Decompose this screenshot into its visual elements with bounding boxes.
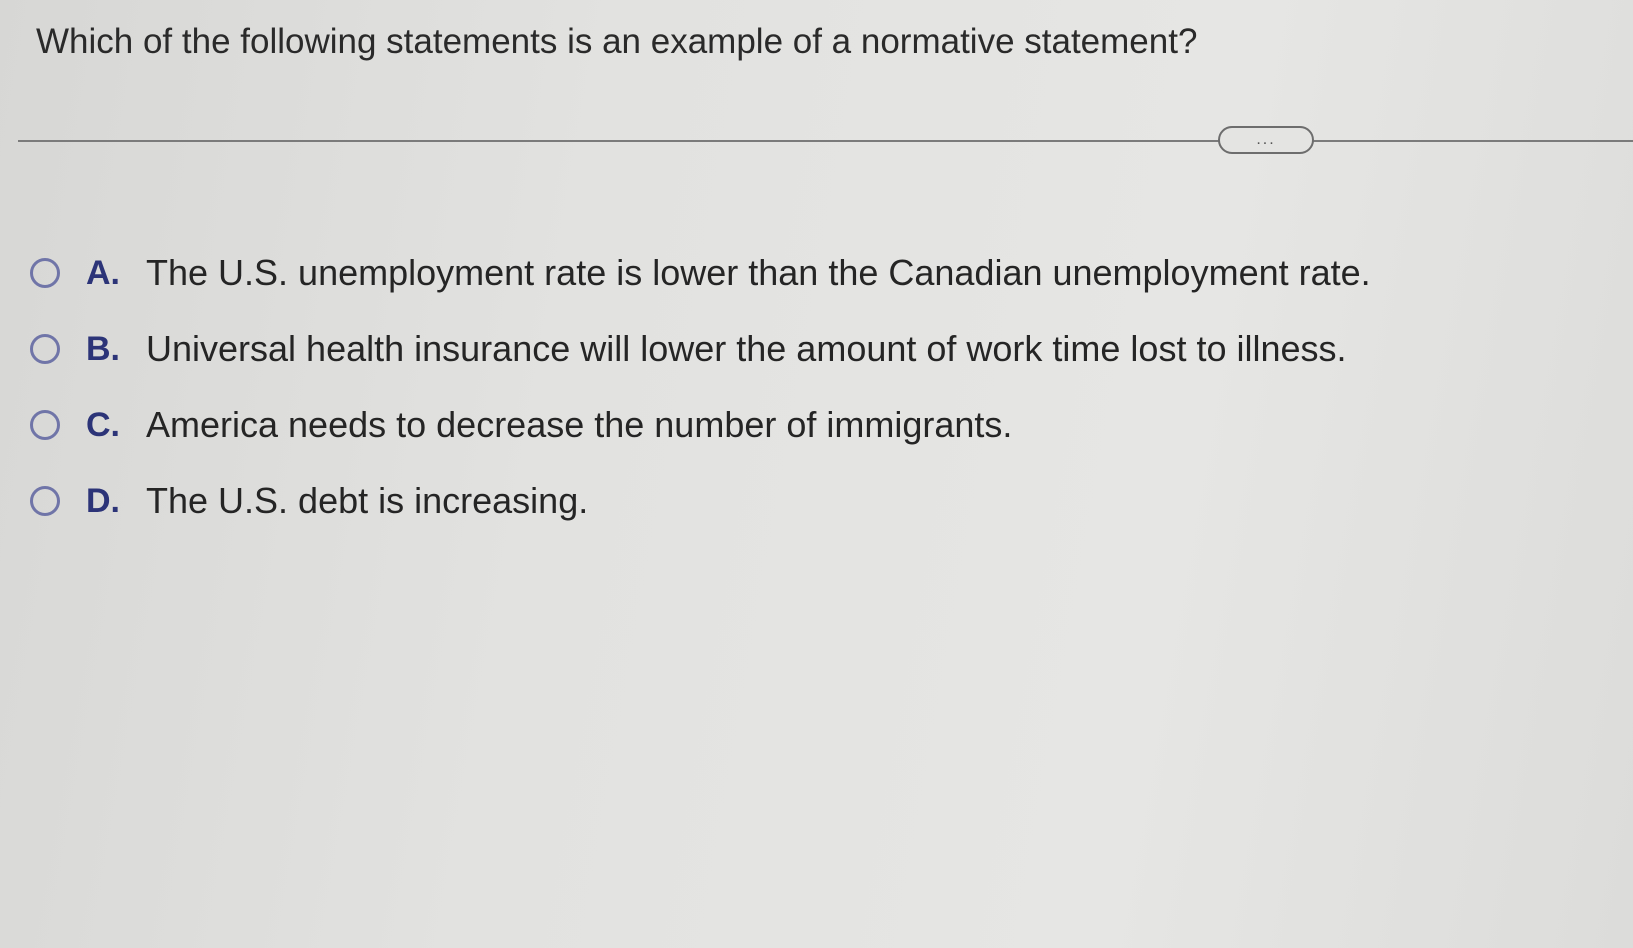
option-a[interactable] (30, 254, 1590, 292)
option-text-a: The U.S. unemployment rate is lower than the Canadian unemployment rate. (146, 252, 1371, 293)
option-text-d: The U.S. debt is increasing. (146, 480, 589, 521)
option-d[interactable] (30, 482, 1590, 520)
option-letter-b: B. (86, 329, 120, 368)
radio-button-c[interactable] (30, 410, 60, 440)
answer-options (30, 254, 1590, 558)
option-letter-d: D. (86, 481, 120, 520)
radio-button-a[interactable] (30, 258, 60, 288)
option-letter-c: C. (86, 405, 120, 444)
radio-button-b[interactable] (30, 334, 60, 364)
option-text-c: America needs to decrease the number of immigrants. (146, 404, 1013, 445)
option-letter-a: A. (86, 253, 120, 292)
option-b[interactable] (30, 330, 1590, 368)
divider-line (18, 140, 1633, 142)
more-button[interactable]: ... (1218, 126, 1314, 154)
option-text-b: Universal health insurance will lower the amount of work time lost to illness. (146, 328, 1347, 369)
radio-button-d[interactable] (30, 486, 60, 516)
question-text: Which of the following statements is an example of a normative statement? (36, 22, 1198, 61)
option-c[interactable] (30, 406, 1590, 444)
